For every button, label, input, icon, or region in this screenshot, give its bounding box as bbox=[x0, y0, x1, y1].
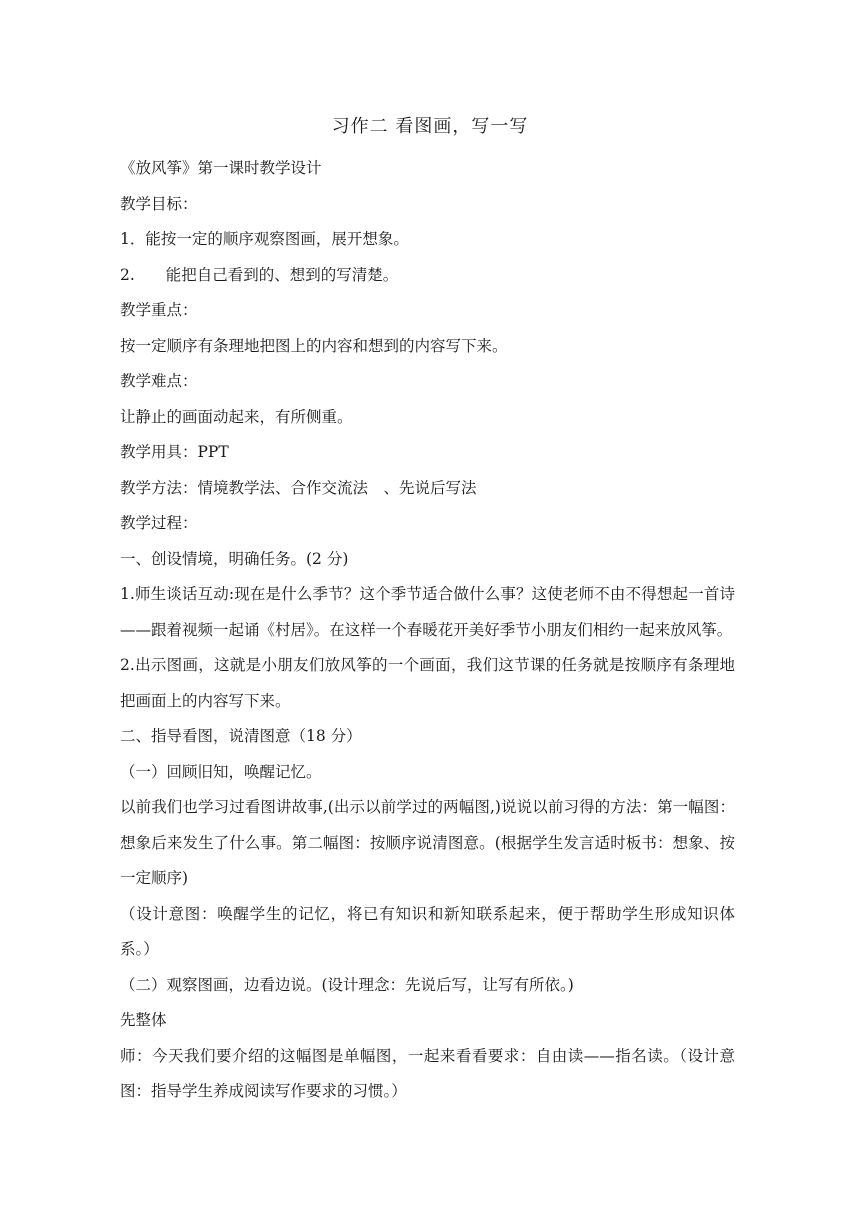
key-points-label: 教学重点： bbox=[120, 301, 198, 319]
document-body bbox=[120, 151, 735, 1110]
lesson-heading: 《放风筝》第一课时教学设计 bbox=[120, 159, 322, 177]
teacher-paragraph: 师：今天我们要介绍的这幅图是单幅图，一起来看看要求：自由读——指名读。（设计意图：指导学生养成阅读写作要求的习惯。） bbox=[120, 1046, 735, 1100]
section-1-heading: 一、创设情境，明确任务。(2 分) bbox=[120, 549, 349, 568]
section-1-step-1: 1.师生谈话互动:现在是什么季节？这个季节适合做什么事？这使老师不由不得想起一首诗——跟着视频一起诵《村居》。在这样一个春暖花开美好季节小朋友们相约一起来放风筝。 bbox=[120, 585, 735, 639]
teaching-methods: 教学方法：情境教学法、合作交流法 、先说后写法 bbox=[120, 478, 477, 497]
difficulties-label: 教学难点： bbox=[120, 372, 198, 390]
key-points-text: 按一定顺序有条理地把图上的内容和想到的内容写下来。 bbox=[120, 336, 508, 355]
section-1-step-2: 2.出示图画，这就是小朋友们放风筝的一个画面，我们这节课的任务就是按顺序有条理地把画面上的内容写下来。 bbox=[120, 656, 735, 710]
section-2-heading: 二、指导看图，说清图意（18 分） bbox=[120, 727, 362, 745]
review-paragraph: 以前我们也学习过看图讲故事,(出示以前学过的两幅图,)说说以前习得的方法：第一幅图：想象后来发生了什么事。第二幅图：按顺序说清图意。(根据学生发言适时板书：想象、按一定顺序) bbox=[120, 798, 735, 887]
teaching-tools: 教学用具：PPT bbox=[120, 443, 229, 461]
goals-label: 教学目标： bbox=[120, 194, 198, 213]
goal-item-1: 1．能按一定的顺序观察图画，展开想象。 bbox=[120, 230, 409, 248]
subsection-1-heading: （一）回顾旧知，唤醒记忆。 bbox=[120, 762, 322, 781]
overall-first: 先整体 bbox=[120, 1011, 167, 1029]
design-intent-1: （设计意图：唤醒学生的记忆，将已有知识和新知联系起来，便于帮助学生形成知识体系。） bbox=[120, 904, 735, 958]
document-title: 习作二 看图画，写一写 bbox=[331, 116, 529, 137]
process-label: 教学过程： bbox=[120, 514, 198, 532]
goal-item-2: 2. 能把自己看到的、想到的写清楚。 bbox=[120, 265, 399, 284]
subsection-2-heading: （二）观察图画，边看边说。(设计理念：先说后写，让写有所依。) bbox=[120, 975, 574, 994]
difficulties-text: 让静止的画面动起来，有所侧重。 bbox=[120, 407, 353, 426]
